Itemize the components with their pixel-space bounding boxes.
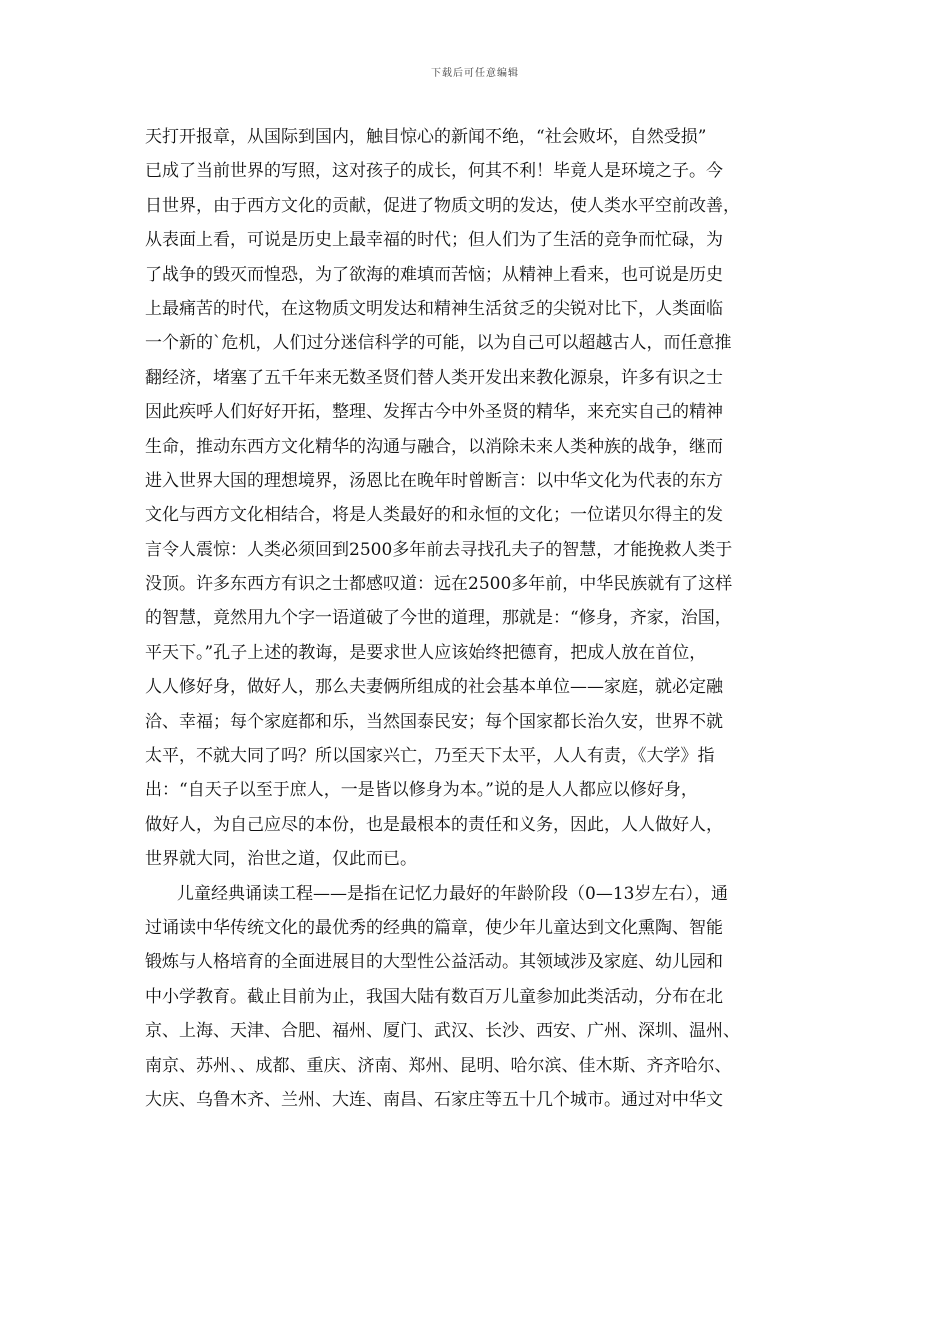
text-line: 言令人震惊：人类必须回到2500多年前去寻找孔夫子的智慧，才能挽救人类于 xyxy=(145,539,733,560)
text-line: 做好人，为自己应尽的本份，也是最根本的责任和义务，因此，人人做好人， xyxy=(145,814,723,835)
text-line: 京、上海、天津、合肥、福州、厦门、武汉、长沙、西安、广州、深圳、温州、 xyxy=(145,1021,740,1042)
text-line: 从表面上看，可说是历史上最幸福的时代；但人们为了生活的竞争而忙碌，为 xyxy=(145,230,723,251)
text-line: 生命，推动东西方文化精华的沟通与融合，以消除未来人类种族的战争，继而 xyxy=(145,436,723,457)
text-line: 锻炼与人格培育的全面进展目的大型性公益活动。其领域涉及家庭、幼儿园和 xyxy=(145,952,723,973)
text-line: 上最痛苦的时代，在这物质文明发达和精神生活贫乏的尖锐对比下，人类面临 xyxy=(145,298,723,319)
text-line: 平天下。”孔子上述的教诲，是要求世人应该始终把德育，把成人放在首位， xyxy=(145,642,707,663)
text-line: 了战争的毁灭而惶恐，为了欲海的难填而苦恼；从精神上看来，也可说是历史 xyxy=(145,264,723,285)
text-line: 日世界，由于西方文化的贡献，促进了物质文明的发达，使人类水平空前改善， xyxy=(145,195,740,216)
text-line: 没顶。许多东西方有识之士都感叹道：远在2500多年前，中华民族就有了这样 xyxy=(145,574,733,595)
text-line: 天打开报章，从国际到国内，触目惊心的新闻不绝，“社会败坏，自然受损” xyxy=(145,127,707,147)
text-line: 人人修好身，做好人，那么夫妻俩所组成的社会基本单位——家庭，就必定融 xyxy=(145,677,723,698)
text-line: 文化与西方文化相结合，将是人类最好的和永恒的文化；一位诺贝尔得主的发 xyxy=(145,505,723,526)
text-line: 的智慧，竟然用九个字一语道破了今世的道理，那就是：“修身，齐家，治国， xyxy=(145,608,732,629)
body-text xyxy=(145,120,825,1117)
text-line: 因此疾呼人们好好开拓，整理、发挥古今中外圣贤的精华，来充实自己的精神 xyxy=(145,402,723,423)
text-line: 世界就大同，治世之道，仅此而已。 xyxy=(145,849,417,870)
text-line: 洽、幸福；每个家庭都和乐，当然国泰民安；每个国家都长治久安，世界不就 xyxy=(145,711,723,732)
paragraph-start-line: 儿童经典诵读工程——是指在记忆力最好的年龄阶段（0—13岁左右），通 xyxy=(177,883,728,904)
text-line: 中小学教育。截止目前为止，我国大陆有数百万儿童参加此类活动，分布在北 xyxy=(145,986,723,1007)
text-line: 南京、苏州、、成都、重庆、济南、郑州、昆明、哈尔滨、佳木斯、齐齐哈尔、 xyxy=(145,1055,732,1076)
text-line: 翻经济，堵塞了五千年来无数圣贤们替人类开发出来教化源泉，许多有识之士 xyxy=(145,367,723,388)
text-line: 太平，不就大同了吗？所以国家兴亡，乃至天下太平，人人有责，《大学》指 xyxy=(145,746,715,767)
text-line: 大庆、乌鲁木齐、兰州、大连、南昌、石家庄等五十几个城市。通过对中华文 xyxy=(145,1089,723,1110)
text-line: 过诵读中华传统文化的最优秀的经典的篇章，使少年儿童达到文化熏陶、智能 xyxy=(145,917,723,938)
text-line: 进入世界大国的理想境界，汤恩比在晚年时曾断言：以中华文化为代表的东方 xyxy=(145,470,723,491)
text-line: 已成了当前世界的写照，这对孩子的成长，何其不利！毕竟人是环境之子。今 xyxy=(145,161,723,182)
header-note: 下载后可任意编辑 xyxy=(431,68,519,79)
text-line: 一个新的`危机，人们过分迷信科学的可能，以为自己可以超越古人，而任意推 xyxy=(145,333,732,354)
text-line: 出：“自天子以至于庶人，一是皆以修身为本。”说的是人人都应以修好身， xyxy=(145,780,698,801)
